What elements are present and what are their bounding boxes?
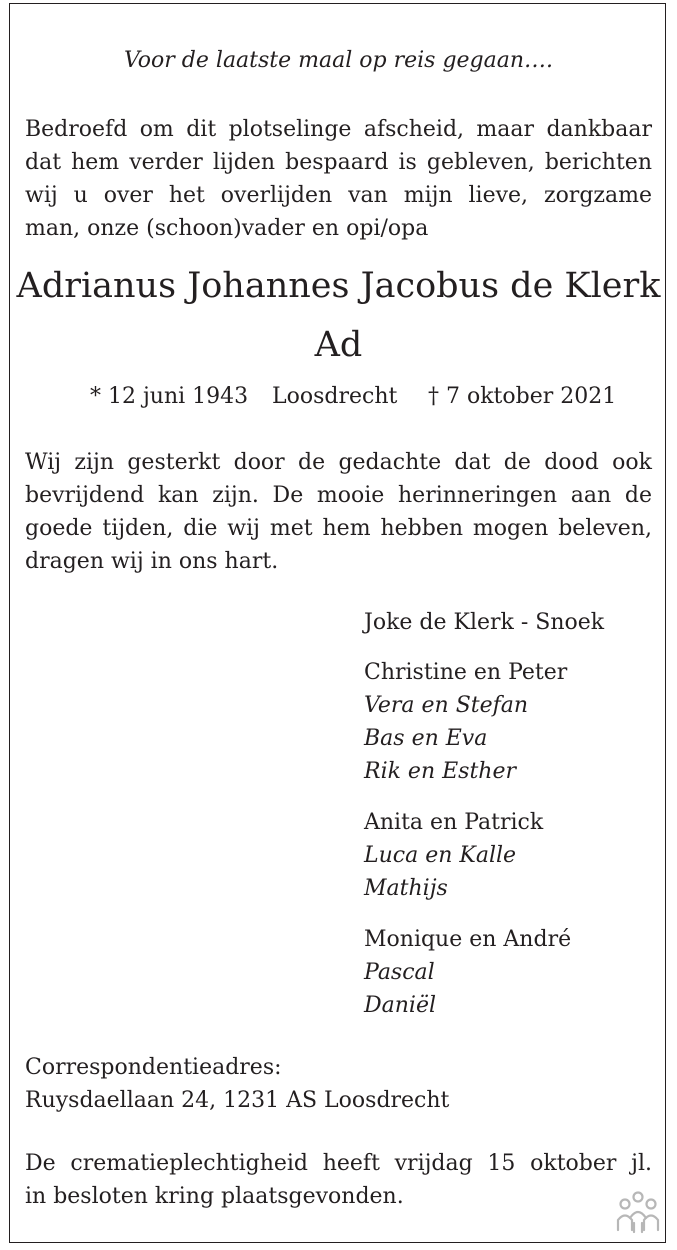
comfort-line: goede tijden, die wij met hem hebben mogen beleven, (25, 516, 652, 541)
correspondence-address: Ruysdaellaan 24, 1231 AS Loosdrecht (25, 1088, 450, 1113)
family-group (364, 923, 571, 1022)
family-child: Bas en Eva (364, 726, 488, 751)
intro-line: dat hem verder lijden bespaard is gebleven, berichten (25, 150, 652, 175)
comfort-line: dragen wij in ons hart. (25, 549, 279, 574)
cremation-line: De crematieplechtigheid heeft vrijdag 15 oktober jl. (25, 1151, 652, 1176)
motto: Voor de laatste maal op reis gegaan…. (123, 48, 554, 73)
death-date: † 7 oktober 2021 (428, 384, 617, 409)
intro-line: man, onze (schoon)vader en opi/opa (25, 216, 429, 241)
intro-line: wij u over het overlijden van mijn lieve, zorgzame (25, 183, 652, 208)
spouse (364, 606, 604, 639)
family-child: Luca en Kalle (364, 843, 517, 868)
comfort-line: Wij zijn gesterkt door de gedachte dat de dood ook (25, 450, 652, 475)
family-group (364, 806, 543, 905)
deceased-nickname: Ad (314, 325, 363, 365)
comfort-line: bevrijdend kan zijn. De mooie herinneringen aan de (25, 483, 652, 508)
correspondence-label: Correspondentieadres: (25, 1055, 282, 1080)
deceased-full-name: Adrianus Johannes Jacobus de Klerk (16, 266, 661, 306)
cremation-paragraph (25, 1147, 652, 1213)
intro-paragraph (25, 113, 652, 245)
intro-line: Bedroefd om dit plotselinge afscheid, maar dankbaar (25, 117, 652, 142)
family-child: Rik en Esther (364, 759, 517, 784)
correspondence (25, 1051, 652, 1117)
family-child: Daniël (364, 993, 437, 1018)
family-parents: Monique en André (364, 927, 572, 952)
family-child: Pascal (364, 960, 435, 985)
birth-date: * 12 juni 1943 (90, 384, 249, 409)
people-group-icon (614, 1190, 662, 1236)
cremation-line: in besloten kring plaatsgevonden. (25, 1184, 404, 1209)
family-parents: Anita en Patrick (364, 810, 544, 835)
place: Loosdrecht (272, 384, 398, 409)
family-child: Mathijs (364, 876, 448, 901)
spouse-name: Joke de Klerk - Snoek (364, 610, 605, 635)
family-parents: Christine en Peter (364, 660, 568, 685)
comfort-paragraph (25, 446, 652, 578)
family-group (364, 656, 567, 788)
family-child: Vera en Stefan (364, 693, 529, 718)
